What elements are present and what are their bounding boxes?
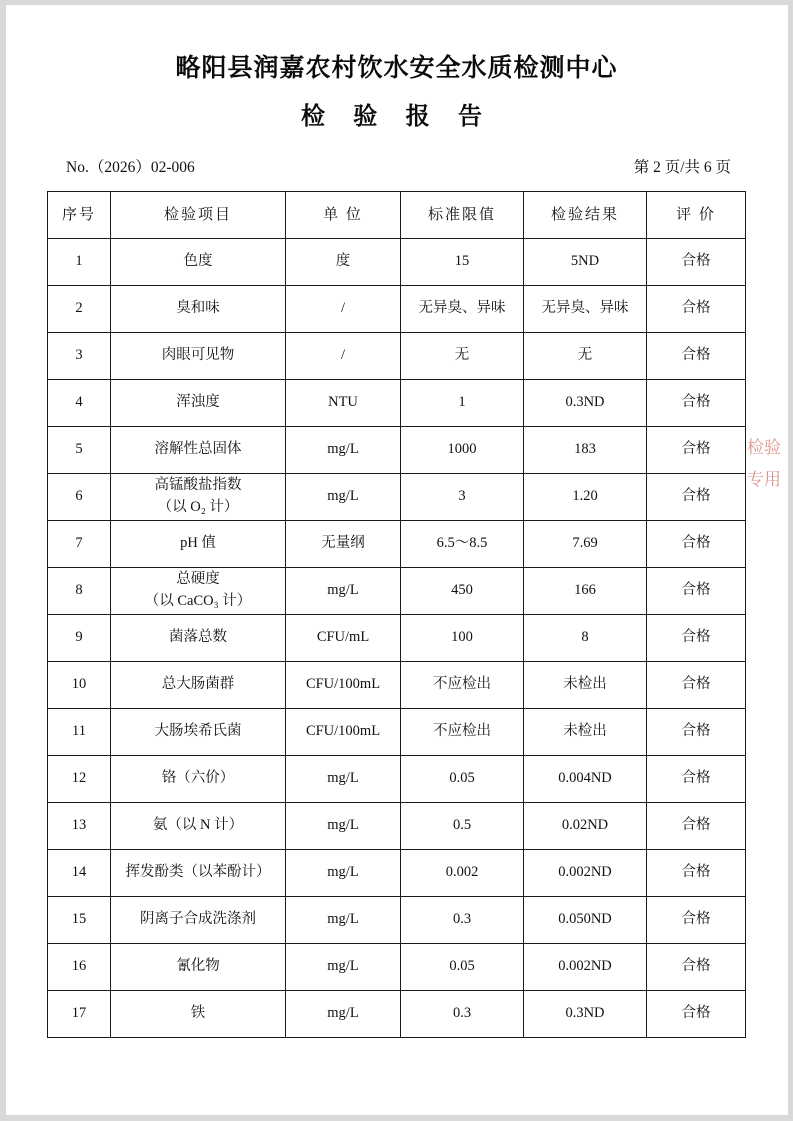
cell-limit: 6.5～8.5 <box>401 521 524 568</box>
table-row <box>48 756 746 803</box>
table-row <box>48 521 746 568</box>
table-row <box>48 286 746 333</box>
cell-item: 总大肠菌群 <box>111 662 286 709</box>
cell-result: 0.002ND <box>524 944 647 991</box>
cell-result: 5ND <box>524 239 647 286</box>
cell-no: 12 <box>48 756 111 803</box>
page-title: 略阳县润嘉农村饮水安全水质检测中心 <box>175 53 618 82</box>
cell-item: 氨（以 N 计） <box>111 803 286 850</box>
cell-result: 183 <box>524 427 647 474</box>
table-row <box>48 239 746 286</box>
cell-unit: mg/L <box>286 897 401 944</box>
cell-unit: mg/L <box>286 568 401 615</box>
stamp-text: 检验专用 <box>747 438 781 491</box>
cell-limit: 450 <box>401 568 524 615</box>
cell-item: 挥发酚类（以苯酚计） <box>111 850 286 897</box>
cell-no: 2 <box>48 286 111 333</box>
table-body <box>48 239 746 1038</box>
table-row <box>48 380 746 427</box>
cell-limit: 100 <box>401 615 524 662</box>
cell-no: 11 <box>48 709 111 756</box>
cell-eval: 合格 <box>647 662 746 709</box>
cell-line-2: （以 O₂ 计） <box>157 499 239 515</box>
table-row <box>48 427 746 474</box>
cell-eval: 合格 <box>647 756 746 803</box>
cell-unit: mg/L <box>286 803 401 850</box>
cell-limit: 1000 <box>401 427 524 474</box>
cell-eval: 合格 <box>647 286 746 333</box>
table-row <box>48 944 746 991</box>
results-table <box>47 191 746 1038</box>
cell-result: 0.002ND <box>524 850 647 897</box>
cell-no: 10 <box>48 662 111 709</box>
header-cell-no: 序号 <box>48 192 111 239</box>
cell-item: 肉眼可见物 <box>111 333 286 380</box>
cell-item: 溶解性总固体 <box>111 427 286 474</box>
cell-line-1: 总硬度 <box>176 571 220 588</box>
cell-unit: / <box>286 333 401 380</box>
cell-no: 7 <box>48 521 111 568</box>
table-header-row <box>48 192 746 239</box>
page-edge-bottom <box>0 1115 793 1121</box>
cell-limit: 1 <box>401 380 524 427</box>
cell-item: 臭和味 <box>111 286 286 333</box>
cell-item: 阴离子合成洗涤剂 <box>111 897 286 944</box>
cell-no: 13 <box>48 803 111 850</box>
page-edge-left <box>0 0 6 1121</box>
cell-eval: 合格 <box>647 474 746 521</box>
cell-unit: mg/L <box>286 427 401 474</box>
cell-eval: 合格 <box>647 568 746 615</box>
cell-item: 铬（六价） <box>111 756 286 803</box>
page-edge-right <box>788 0 793 1121</box>
cell-line-1: 高锰酸盐指数 <box>154 477 242 494</box>
table-row <box>48 333 746 380</box>
cell-result: 166 <box>524 568 647 615</box>
cell-result: 8 <box>524 615 647 662</box>
cell-unit: 无量纲 <box>286 521 401 568</box>
cell-eval: 合格 <box>647 803 746 850</box>
cell-eval: 合格 <box>647 944 746 991</box>
cell-limit: 0.05 <box>401 756 524 803</box>
cell-result: 无异臭、异味 <box>524 286 647 333</box>
cell-result: 0.3ND <box>524 380 647 427</box>
cell-limit: 无异臭、异味 <box>401 286 524 333</box>
cell-limit: 0.3 <box>401 897 524 944</box>
cell-unit: NTU <box>286 380 401 427</box>
table-row <box>48 897 746 944</box>
table-row <box>48 662 746 709</box>
cell-item: 色度 <box>111 239 286 286</box>
table-row <box>48 850 746 897</box>
cell-item: pH 值 <box>111 521 286 568</box>
cell-result: 未检出 <box>524 709 647 756</box>
cell-eval: 合格 <box>647 239 746 286</box>
table-row <box>48 568 746 615</box>
cell-no: 5 <box>48 427 111 474</box>
header-cell-unit: 单 位 <box>286 192 401 239</box>
cell-no: 6 <box>48 474 111 521</box>
table-row <box>48 991 746 1038</box>
red-stamp-mark <box>747 432 781 572</box>
table-row <box>48 474 746 521</box>
cell-no: 14 <box>48 850 111 897</box>
cell-item <box>111 474 286 521</box>
cell-result: 0.004ND <box>524 756 647 803</box>
cell-eval: 合格 <box>647 850 746 897</box>
cell-item <box>111 568 286 615</box>
cell-no: 3 <box>48 333 111 380</box>
cell-result: 无 <box>524 333 647 380</box>
header-cell-item: 检验项目 <box>111 192 286 239</box>
cell-eval: 合格 <box>647 615 746 662</box>
cell-eval: 合格 <box>647 709 746 756</box>
cell-limit: 3 <box>401 474 524 521</box>
table-row <box>48 709 746 756</box>
cell-unit: CFU/100mL <box>286 709 401 756</box>
cell-result: 7.69 <box>524 521 647 568</box>
cell-unit: / <box>286 286 401 333</box>
cell-no: 15 <box>48 897 111 944</box>
cell-limit: 0.05 <box>401 944 524 991</box>
cell-unit: mg/L <box>286 756 401 803</box>
cell-eval: 合格 <box>647 521 746 568</box>
cell-eval: 合格 <box>647 333 746 380</box>
cell-limit: 0.002 <box>401 850 524 897</box>
cell-unit: mg/L <box>286 991 401 1038</box>
page-edge-top <box>0 0 793 5</box>
report-meta <box>66 155 731 177</box>
cell-unit: mg/L <box>286 944 401 991</box>
page-subtitle: 检 验 报 告 <box>300 102 493 130</box>
cell-item: 菌落总数 <box>111 615 286 662</box>
cell-line-2: （以 CaCO₃ 计） <box>144 593 252 609</box>
cell-no: 16 <box>48 944 111 991</box>
header-cell-result: 检验结果 <box>524 192 647 239</box>
cell-result: 未检出 <box>524 662 647 709</box>
table-row <box>48 615 746 662</box>
cell-limit: 15 <box>401 239 524 286</box>
document-header <box>0 48 793 131</box>
cell-limit: 0.5 <box>401 803 524 850</box>
cell-unit: CFU/100mL <box>286 662 401 709</box>
cell-item: 浑浊度 <box>111 380 286 427</box>
cell-unit: 度 <box>286 239 401 286</box>
cell-unit: mg/L <box>286 474 401 521</box>
report-number: No.（2026）02-006 <box>66 159 195 176</box>
cell-no: 1 <box>48 239 111 286</box>
cell-no: 9 <box>48 615 111 662</box>
cell-no: 8 <box>48 568 111 615</box>
table-row <box>48 803 746 850</box>
page-number: 第 2 页/共 6 页 <box>633 159 731 176</box>
cell-eval: 合格 <box>647 897 746 944</box>
cell-eval: 合格 <box>647 380 746 427</box>
cell-eval: 合格 <box>647 427 746 474</box>
header-cell-limit: 标准限值 <box>401 192 524 239</box>
header-cell-eval: 评 价 <box>647 192 746 239</box>
cell-item: 氰化物 <box>111 944 286 991</box>
cell-result: 0.050ND <box>524 897 647 944</box>
cell-limit: 无 <box>401 333 524 380</box>
cell-result: 0.3ND <box>524 991 647 1038</box>
cell-eval: 合格 <box>647 991 746 1038</box>
cell-no: 17 <box>48 991 111 1038</box>
cell-item: 大肠埃希氏菌 <box>111 709 286 756</box>
cell-item: 铁 <box>111 991 286 1038</box>
cell-unit: CFU/mL <box>286 615 401 662</box>
cell-limit: 不应检出 <box>401 709 524 756</box>
cell-unit: mg/L <box>286 850 401 897</box>
cell-no: 4 <box>48 380 111 427</box>
cell-result: 0.02ND <box>524 803 647 850</box>
cell-result: 1.20 <box>524 474 647 521</box>
cell-limit: 不应检出 <box>401 662 524 709</box>
cell-limit: 0.3 <box>401 991 524 1038</box>
